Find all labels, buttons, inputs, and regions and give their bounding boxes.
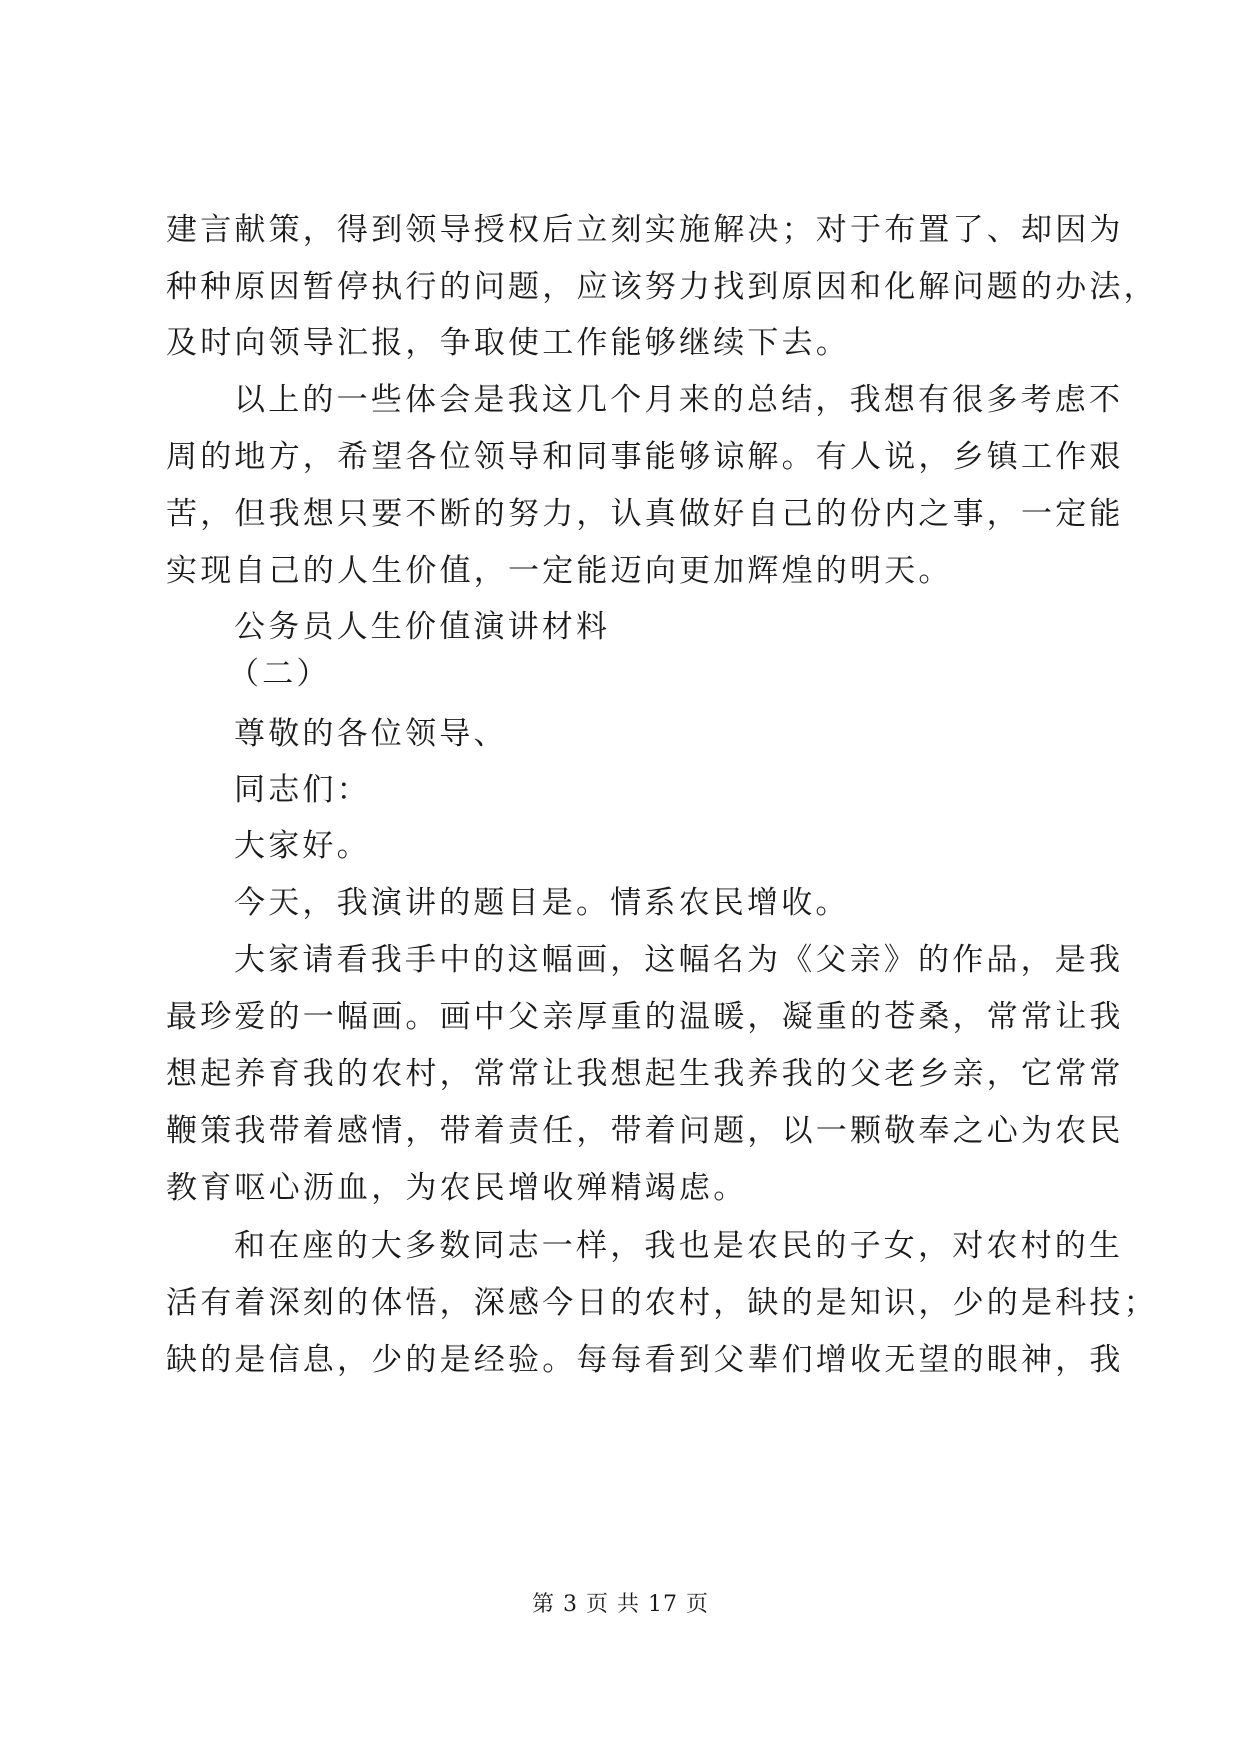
text-line: 活有着深刻的体悟，深感今日的农村，缺的是知识，少的是科技； [166,1285,1158,1321]
text-line: 周的地方，希望各位领导和同事能够谅解。有人说，乡镇工作艰 [166,439,1124,475]
paragraph-first-line: 今天，我演讲的题目是。情系农民增收。 [234,885,850,921]
page-number-footer: 第 3 页 共 17 页 [532,1592,709,1617]
paragraph-first-line: 和在座的大多数同志一样，我也是农民的子女，对农村的生 [234,1228,1124,1264]
section-number: （二） [228,656,331,692]
text-line: 缺的是信息，少的是经验。每每看到父辈们增收无望的眼神，我 [166,1342,1124,1378]
greeting-line: 大家好。 [234,828,371,864]
salutation-line: 同志们： [234,772,371,808]
salutation-line: 尊敬的各位领导、 [234,716,508,752]
paragraph-first-line: 以上的一些体会是我这几个月来的总结，我想有很多考虑不 [234,382,1124,418]
text-line: 实现自己的人生价值，一定能迈向更加辉煌的明天。 [166,553,953,589]
section-title: 公务员人生价值演讲材料 [234,609,611,645]
paragraph-first-line: 大家请看我手中的这幅画，这幅名为《父亲》的作品，是我 [234,942,1124,978]
text-line: 最珍爱的一幅画。画中父亲厚重的温暖，凝重的苍桑，常常让我 [166,999,1124,1035]
text-line: 想起养育我的农村，常常让我想起生我养我的父老乡亲，它常常 [166,1056,1124,1092]
text-line: 及时向领导汇报，争取使工作能够继续下去。 [166,325,850,361]
text-line: 鞭策我带着感情，带着责任，带着问题，以一颗敬奉之心为农民 [166,1113,1124,1149]
text-line: 建言献策，得到领导授权后立刻实施解决；对于布置了、却因为 [166,212,1124,248]
text-line: 教育呕心沥血，为农民增收殚精竭虑。 [166,1170,748,1206]
text-line: 种种原因暂停执行的问题，应该努力找到原因和化解问题的办法， [166,269,1158,305]
text-line: 苦，但我想只要不断的努力，认真做好自己的份内之事，一定能 [166,496,1124,532]
